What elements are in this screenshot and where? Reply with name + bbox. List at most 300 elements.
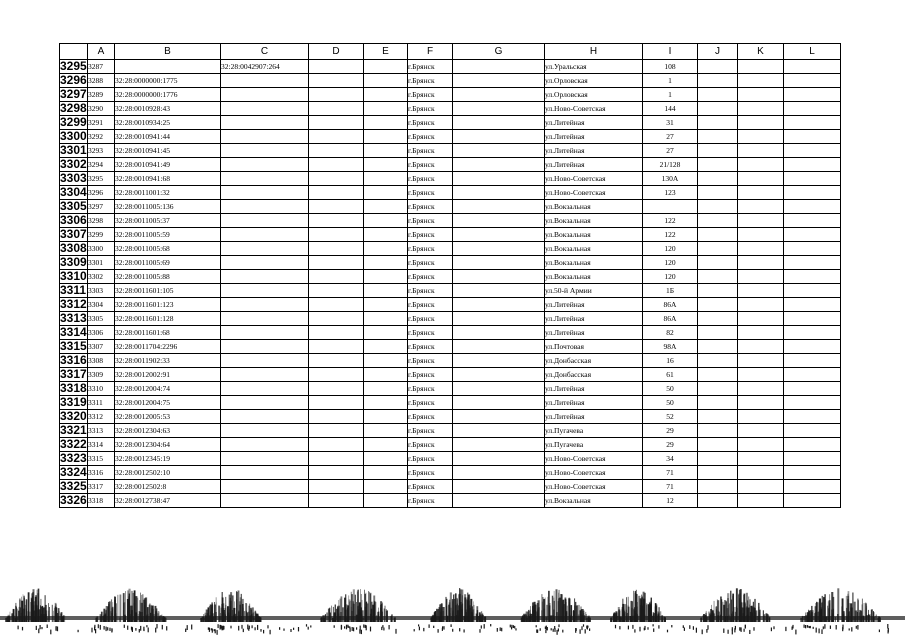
row-number[interactable]: 3309 — [60, 255, 87, 269]
row-number[interactable]: 3307 — [60, 227, 87, 241]
column-header-c[interactable]: C — [221, 44, 309, 60]
cell-d[interactable] — [309, 88, 364, 102]
row-number[interactable]: 3300 — [60, 129, 87, 143]
cell-i[interactable]: 1Б — [643, 284, 698, 298]
cell-a[interactable]: 3306 — [88, 326, 115, 340]
cell-b[interactable]: 32:28:0011005:88 — [115, 270, 221, 284]
cell-c[interactable] — [221, 298, 309, 312]
cell-c[interactable] — [221, 494, 309, 508]
cell-f[interactable]: г.Брянск — [408, 284, 453, 298]
cell-d[interactable] — [309, 270, 364, 284]
row-number[interactable]: 3299 — [60, 115, 87, 129]
cell-f[interactable]: г.Брянск — [408, 438, 453, 452]
cell-e[interactable] — [364, 340, 408, 354]
cell-g[interactable] — [453, 270, 545, 284]
cell-b[interactable]: 32:28:0012004:75 — [115, 396, 221, 410]
cell-h[interactable]: ул.Ново-Советская — [545, 172, 643, 186]
cell-g[interactable] — [453, 130, 545, 144]
cell-j[interactable] — [698, 284, 738, 298]
cell-e[interactable] — [364, 144, 408, 158]
cell-a[interactable]: 3293 — [88, 144, 115, 158]
cell-c[interactable] — [221, 424, 309, 438]
cell-j[interactable] — [698, 214, 738, 228]
cell-c[interactable] — [221, 144, 309, 158]
cell-a[interactable]: 3303 — [88, 284, 115, 298]
cell-k[interactable] — [738, 326, 784, 340]
cell-c[interactable] — [221, 480, 309, 494]
cell-e[interactable] — [364, 74, 408, 88]
cell-i[interactable]: 108 — [643, 60, 698, 74]
cell-d[interactable] — [309, 298, 364, 312]
row-number[interactable]: 3325 — [60, 479, 87, 493]
cell-j[interactable] — [698, 130, 738, 144]
row-number[interactable]: 3308 — [60, 241, 87, 255]
cell-l[interactable] — [784, 102, 841, 116]
cell-k[interactable] — [738, 102, 784, 116]
cell-a[interactable]: 3304 — [88, 298, 115, 312]
cell-d[interactable] — [309, 368, 364, 382]
cell-h[interactable]: ул.Литейная — [545, 396, 643, 410]
cell-g[interactable] — [453, 158, 545, 172]
cell-c[interactable] — [221, 438, 309, 452]
row-number[interactable]: 3322 — [60, 437, 87, 451]
cell-b[interactable]: 32:28:0012502:8 — [115, 480, 221, 494]
cell-d[interactable] — [309, 312, 364, 326]
cell-g[interactable] — [453, 228, 545, 242]
row-number[interactable]: 3318 — [60, 381, 87, 395]
cell-j[interactable] — [698, 60, 738, 74]
row-number[interactable]: 3324 — [60, 465, 87, 479]
cell-b[interactable]: 32:28:0011005:69 — [115, 256, 221, 270]
cell-e[interactable] — [364, 410, 408, 424]
cell-l[interactable] — [784, 312, 841, 326]
row-number[interactable]: 3301 — [60, 143, 87, 157]
cell-f[interactable]: г.Брянск — [408, 368, 453, 382]
cell-l[interactable] — [784, 494, 841, 508]
cell-i[interactable]: 1 — [643, 88, 698, 102]
cell-f[interactable]: г.Брянск — [408, 410, 453, 424]
cell-k[interactable] — [738, 144, 784, 158]
cell-j[interactable] — [698, 74, 738, 88]
cell-d[interactable] — [309, 200, 364, 214]
cell-a[interactable]: 3318 — [88, 494, 115, 508]
cell-j[interactable] — [698, 144, 738, 158]
cell-f[interactable]: г.Брянск — [408, 382, 453, 396]
cell-k[interactable] — [738, 242, 784, 256]
cell-e[interactable] — [364, 172, 408, 186]
cell-b[interactable]: 32:28:0012005:53 — [115, 410, 221, 424]
cell-e[interactable] — [364, 424, 408, 438]
cell-b[interactable]: 32:28:0011005:59 — [115, 228, 221, 242]
cell-g[interactable] — [453, 340, 545, 354]
cell-a[interactable]: 3315 — [88, 452, 115, 466]
cell-e[interactable] — [364, 60, 408, 74]
cell-h[interactable]: ул.Вокзальная — [545, 256, 643, 270]
cell-c[interactable] — [221, 88, 309, 102]
cell-i[interactable]: 1 — [643, 74, 698, 88]
cell-h[interactable]: ул.Вокзальная — [545, 270, 643, 284]
cell-f[interactable]: г.Брянск — [408, 480, 453, 494]
column-header-g[interactable]: G — [453, 44, 545, 60]
cell-l[interactable] — [784, 200, 841, 214]
cell-h[interactable]: ул.Почтовая — [545, 340, 643, 354]
cell-c[interactable] — [221, 186, 309, 200]
cell-c[interactable] — [221, 284, 309, 298]
cell-g[interactable] — [453, 88, 545, 102]
row-number[interactable]: 3310 — [60, 269, 87, 283]
cell-a[interactable]: 3301 — [88, 256, 115, 270]
cell-a[interactable]: 3290 — [88, 102, 115, 116]
cell-l[interactable] — [784, 88, 841, 102]
cell-e[interactable] — [364, 312, 408, 326]
cell-g[interactable] — [453, 480, 545, 494]
cell-b[interactable]: 32:28:0011601:128 — [115, 312, 221, 326]
cell-i[interactable]: 27 — [643, 144, 698, 158]
cell-b[interactable]: 32:28:0010941:68 — [115, 172, 221, 186]
cell-c[interactable] — [221, 326, 309, 340]
cell-c[interactable] — [221, 312, 309, 326]
cell-e[interactable] — [364, 270, 408, 284]
cell-b[interactable]: 32:28:0010941:45 — [115, 144, 221, 158]
cell-c[interactable] — [221, 242, 309, 256]
cell-a[interactable]: 3317 — [88, 480, 115, 494]
cell-h[interactable]: ул.Литейная — [545, 410, 643, 424]
cell-a[interactable]: 3294 — [88, 158, 115, 172]
cell-c[interactable] — [221, 200, 309, 214]
cell-l[interactable] — [784, 466, 841, 480]
row-number[interactable]: 3295 — [60, 59, 87, 73]
cell-e[interactable] — [364, 326, 408, 340]
cell-l[interactable] — [784, 410, 841, 424]
cell-j[interactable] — [698, 312, 738, 326]
cell-f[interactable]: г.Брянск — [408, 256, 453, 270]
cell-i[interactable]: 29 — [643, 424, 698, 438]
cell-a[interactable]: 3291 — [88, 116, 115, 130]
cell-l[interactable] — [784, 424, 841, 438]
cell-g[interactable] — [453, 326, 545, 340]
cell-e[interactable] — [364, 284, 408, 298]
cell-j[interactable] — [698, 242, 738, 256]
cell-g[interactable] — [453, 466, 545, 480]
cell-l[interactable] — [784, 326, 841, 340]
column-header-l[interactable]: L — [784, 44, 841, 60]
cell-j[interactable] — [698, 270, 738, 284]
cell-d[interactable] — [309, 130, 364, 144]
cell-i[interactable]: 61 — [643, 368, 698, 382]
cell-g[interactable] — [453, 438, 545, 452]
cell-e[interactable] — [364, 368, 408, 382]
cell-j[interactable] — [698, 186, 738, 200]
cell-e[interactable] — [364, 116, 408, 130]
cell-c[interactable] — [221, 130, 309, 144]
cell-i[interactable]: 122 — [643, 228, 698, 242]
cell-l[interactable] — [784, 396, 841, 410]
cell-b[interactable]: 32:28:0010941:49 — [115, 158, 221, 172]
cell-i[interactable] — [643, 200, 698, 214]
cell-d[interactable] — [309, 354, 364, 368]
cell-e[interactable] — [364, 130, 408, 144]
cell-i[interactable]: 71 — [643, 480, 698, 494]
cell-b[interactable]: 32:28:0011005:68 — [115, 242, 221, 256]
cell-b[interactable]: 32:28:0010934:25 — [115, 116, 221, 130]
cell-b[interactable]: 32:28:0011005:136 — [115, 200, 221, 214]
cell-h[interactable]: ул.Уральская — [545, 60, 643, 74]
row-number[interactable]: 3321 — [60, 423, 87, 437]
cell-j[interactable] — [698, 340, 738, 354]
cell-a[interactable]: 3292 — [88, 130, 115, 144]
row-number[interactable]: 3305 — [60, 199, 87, 213]
cell-h[interactable]: ул.Ново-Советская — [545, 480, 643, 494]
cell-b[interactable]: 32:28:0012345:19 — [115, 452, 221, 466]
cell-g[interactable] — [453, 396, 545, 410]
cell-k[interactable] — [738, 228, 784, 242]
cell-l[interactable] — [784, 452, 841, 466]
cell-a[interactable]: 3308 — [88, 354, 115, 368]
cell-j[interactable] — [698, 326, 738, 340]
cell-h[interactable]: ул.Ново-Советская — [545, 452, 643, 466]
cell-i[interactable]: 16 — [643, 354, 698, 368]
cell-g[interactable] — [453, 410, 545, 424]
cell-d[interactable] — [309, 256, 364, 270]
cell-k[interactable] — [738, 396, 784, 410]
cell-h[interactable]: ул.Литейная — [545, 130, 643, 144]
cell-b[interactable]: 32:28:0012502:10 — [115, 466, 221, 480]
cell-h[interactable]: ул.Литейная — [545, 326, 643, 340]
cell-d[interactable] — [309, 284, 364, 298]
row-number[interactable]: 3316 — [60, 353, 87, 367]
cell-l[interactable] — [784, 284, 841, 298]
row-number[interactable]: 3304 — [60, 185, 87, 199]
cell-c[interactable] — [221, 396, 309, 410]
cell-d[interactable] — [309, 466, 364, 480]
cell-c[interactable] — [221, 116, 309, 130]
cell-f[interactable]: г.Брянск — [408, 158, 453, 172]
cell-j[interactable] — [698, 424, 738, 438]
cell-b[interactable]: 32:28:0011601:105 — [115, 284, 221, 298]
cell-j[interactable] — [698, 116, 738, 130]
cell-i[interactable]: 50 — [643, 396, 698, 410]
cell-b[interactable]: 32:28:0011601:123 — [115, 298, 221, 312]
cell-c[interactable] — [221, 452, 309, 466]
cell-i[interactable]: 71 — [643, 466, 698, 480]
cell-h[interactable]: ул.Пугачева — [545, 438, 643, 452]
column-header-i[interactable]: I — [643, 44, 698, 60]
column-header-b[interactable]: B — [115, 44, 221, 60]
cell-e[interactable] — [364, 298, 408, 312]
cell-a[interactable]: 3311 — [88, 396, 115, 410]
cell-k[interactable] — [738, 270, 784, 284]
cell-e[interactable] — [364, 200, 408, 214]
cell-f[interactable]: г.Брянск — [408, 396, 453, 410]
row-number[interactable]: 3319 — [60, 395, 87, 409]
cell-a[interactable]: 3307 — [88, 340, 115, 354]
cell-f[interactable]: г.Брянск — [408, 130, 453, 144]
cell-e[interactable] — [364, 480, 408, 494]
column-header-h[interactable]: H — [545, 44, 643, 60]
cell-e[interactable] — [364, 88, 408, 102]
cell-f[interactable]: г.Брянск — [408, 312, 453, 326]
cell-c[interactable] — [221, 172, 309, 186]
cell-f[interactable]: г.Брянск — [408, 74, 453, 88]
row-number[interactable]: 3298 — [60, 101, 87, 115]
row-number[interactable]: 3311 — [60, 283, 87, 297]
cell-d[interactable] — [309, 60, 364, 74]
cell-b[interactable]: 32:28:0011005:37 — [115, 214, 221, 228]
cell-j[interactable] — [698, 200, 738, 214]
cell-b[interactable]: 32:28:0012004:74 — [115, 382, 221, 396]
cell-g[interactable] — [453, 494, 545, 508]
cell-i[interactable]: 29 — [643, 438, 698, 452]
cell-d[interactable] — [309, 116, 364, 130]
cell-j[interactable] — [698, 172, 738, 186]
cell-f[interactable]: г.Брянск — [408, 102, 453, 116]
cell-a[interactable]: 3313 — [88, 424, 115, 438]
cell-j[interactable] — [698, 438, 738, 452]
cell-c[interactable] — [221, 214, 309, 228]
cell-d[interactable] — [309, 438, 364, 452]
cell-k[interactable] — [738, 354, 784, 368]
cell-i[interactable]: 31 — [643, 116, 698, 130]
cell-k[interactable] — [738, 200, 784, 214]
cell-i[interactable]: 144 — [643, 102, 698, 116]
row-number[interactable]: 3320 — [60, 409, 87, 423]
cell-g[interactable] — [453, 144, 545, 158]
corner-cell[interactable] — [60, 44, 88, 60]
cell-b[interactable]: 32:28:0012002:91 — [115, 368, 221, 382]
cell-c[interactable] — [221, 382, 309, 396]
cell-f[interactable]: г.Брянск — [408, 144, 453, 158]
row-number[interactable]: 3323 — [60, 451, 87, 465]
cell-k[interactable] — [738, 382, 784, 396]
cell-l[interactable] — [784, 242, 841, 256]
cell-g[interactable] — [453, 242, 545, 256]
cell-a[interactable]: 3300 — [88, 242, 115, 256]
cell-k[interactable] — [738, 452, 784, 466]
cell-i[interactable]: 82 — [643, 326, 698, 340]
cell-g[interactable] — [453, 312, 545, 326]
cell-i[interactable]: 130А — [643, 172, 698, 186]
cell-k[interactable] — [738, 466, 784, 480]
cell-g[interactable] — [453, 74, 545, 88]
cell-l[interactable] — [784, 116, 841, 130]
cell-h[interactable]: ул.Ново-Советская — [545, 102, 643, 116]
row-number[interactable]: 3313 — [60, 311, 87, 325]
column-header-d[interactable]: D — [309, 44, 364, 60]
cell-d[interactable] — [309, 326, 364, 340]
cell-g[interactable] — [453, 214, 545, 228]
cell-k[interactable] — [738, 186, 784, 200]
cell-d[interactable] — [309, 396, 364, 410]
cell-h[interactable]: ул.Ново-Советская — [545, 186, 643, 200]
cell-h[interactable]: ул.Донбасская — [545, 368, 643, 382]
cell-e[interactable] — [364, 242, 408, 256]
cell-d[interactable] — [309, 228, 364, 242]
cell-f[interactable]: г.Брянск — [408, 424, 453, 438]
row-number[interactable]: 3326 — [60, 493, 87, 507]
cell-d[interactable] — [309, 158, 364, 172]
cell-i[interactable]: 120 — [643, 242, 698, 256]
cell-k[interactable] — [738, 480, 784, 494]
cell-d[interactable] — [309, 480, 364, 494]
cell-h[interactable]: ул.Вокзальная — [545, 242, 643, 256]
cell-i[interactable]: 27 — [643, 130, 698, 144]
cell-h[interactable]: ул.Орловская — [545, 74, 643, 88]
cell-d[interactable] — [309, 382, 364, 396]
cell-b[interactable]: 32:28:0010928:43 — [115, 102, 221, 116]
cell-k[interactable] — [738, 494, 784, 508]
cell-d[interactable] — [309, 214, 364, 228]
cell-c[interactable] — [221, 368, 309, 382]
cell-j[interactable] — [698, 228, 738, 242]
cell-e[interactable] — [364, 494, 408, 508]
cell-c[interactable] — [221, 158, 309, 172]
column-header-j[interactable]: J — [698, 44, 738, 60]
column-header-a[interactable]: A — [88, 44, 115, 60]
cell-l[interactable] — [784, 214, 841, 228]
cell-d[interactable] — [309, 242, 364, 256]
cell-f[interactable]: г.Брянск — [408, 60, 453, 74]
cell-k[interactable] — [738, 368, 784, 382]
cell-e[interactable] — [364, 382, 408, 396]
row-number[interactable]: 3303 — [60, 171, 87, 185]
cell-k[interactable] — [738, 438, 784, 452]
cell-f[interactable]: г.Брянск — [408, 494, 453, 508]
cell-g[interactable] — [453, 172, 545, 186]
cell-a[interactable]: 3299 — [88, 228, 115, 242]
cell-i[interactable]: 21/128 — [643, 158, 698, 172]
cell-k[interactable] — [738, 256, 784, 270]
row-number[interactable]: 3315 — [60, 339, 87, 353]
cell-f[interactable]: г.Брянск — [408, 354, 453, 368]
cell-f[interactable]: г.Брянск — [408, 270, 453, 284]
cell-e[interactable] — [364, 228, 408, 242]
cell-k[interactable] — [738, 88, 784, 102]
cell-l[interactable] — [784, 144, 841, 158]
cell-f[interactable]: г.Брянск — [408, 186, 453, 200]
cell-g[interactable] — [453, 298, 545, 312]
cell-b[interactable]: 32:28:0000000:1776 — [115, 88, 221, 102]
cell-l[interactable] — [784, 270, 841, 284]
cell-h[interactable]: ул.Литейная — [545, 116, 643, 130]
cell-b[interactable]: 32:28:0011601:68 — [115, 326, 221, 340]
cell-d[interactable] — [309, 340, 364, 354]
cell-g[interactable] — [453, 200, 545, 214]
cell-g[interactable] — [453, 284, 545, 298]
cell-i[interactable]: 120 — [643, 256, 698, 270]
cell-j[interactable] — [698, 494, 738, 508]
row-number[interactable]: 3306 — [60, 213, 87, 227]
cell-h[interactable]: ул.Вокзальная — [545, 200, 643, 214]
cell-e[interactable] — [364, 396, 408, 410]
cell-d[interactable] — [309, 144, 364, 158]
cell-e[interactable] — [364, 438, 408, 452]
cell-g[interactable] — [453, 256, 545, 270]
cell-a[interactable]: 3309 — [88, 368, 115, 382]
column-header-k[interactable]: K — [738, 44, 784, 60]
cell-f[interactable]: г.Брянск — [408, 200, 453, 214]
cell-h[interactable]: ул.Пугачева — [545, 424, 643, 438]
cell-h[interactable]: ул.Вокзальная — [545, 228, 643, 242]
cell-i[interactable]: 122 — [643, 214, 698, 228]
cell-j[interactable] — [698, 88, 738, 102]
cell-c[interactable] — [221, 340, 309, 354]
cell-l[interactable] — [784, 60, 841, 74]
cell-f[interactable]: г.Брянск — [408, 116, 453, 130]
cell-f[interactable]: г.Брянск — [408, 326, 453, 340]
cell-g[interactable] — [453, 60, 545, 74]
cell-k[interactable] — [738, 158, 784, 172]
cell-k[interactable] — [738, 60, 784, 74]
